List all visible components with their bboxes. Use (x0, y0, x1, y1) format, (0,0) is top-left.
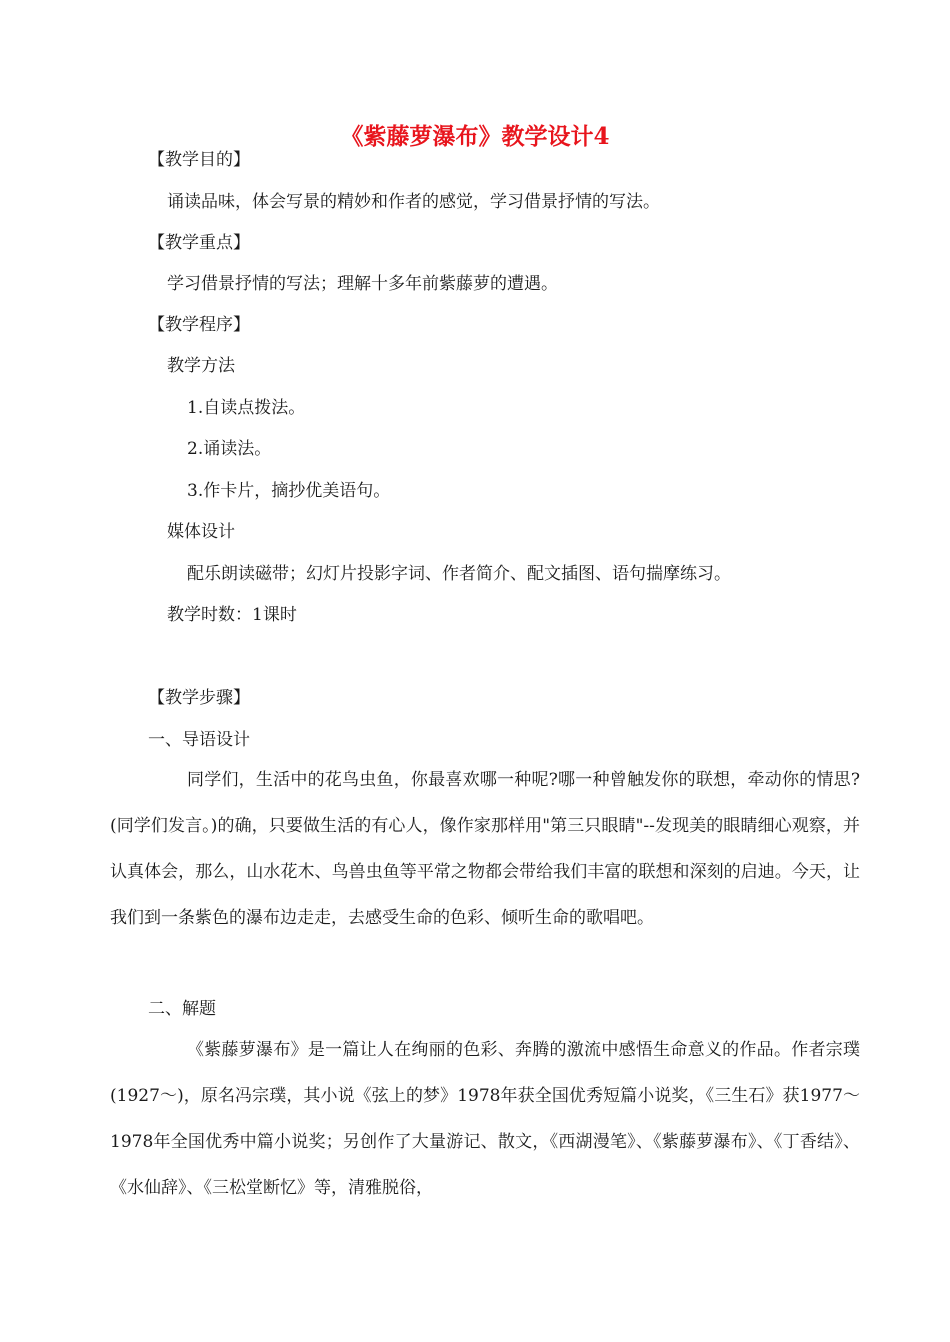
method-item: 3.作卡片，摘抄优美语句。 (187, 481, 391, 501)
focus-text: 学习借景抒情的写法；理解十多年前紫藤萝的遭遇。 (167, 274, 558, 294)
media-heading: 媒体设计 (167, 522, 235, 542)
methods-heading: 教学方法 (167, 356, 235, 376)
procedure-heading: 【教学程序】 (148, 315, 250, 335)
step2-heading: 二、解题 (148, 999, 216, 1019)
focus-heading: 【教学重点】 (148, 233, 250, 253)
step1-paragraph: 同学们，生活中的花鸟虫鱼，你最喜欢哪一种呢?哪一种曾触发你的联想，牵动你的情思?(同学们发言。)的确，只要做生活的有心人，像作家那样用"第三只眼睛"--发现美的眼睛细心观察，并认真体会，那么，山水花木、鸟兽虫鱼等平常之物都会带给我们丰富的联想和深刻的启迪。今天，让我们到一条紫色的瀑布边走走，去感受生命的色彩、倾听生命的歌唱吧。 (110, 770, 860, 928)
method-item: 2.诵读法。 (187, 439, 272, 459)
media-text: 配乐朗读磁带；幻灯片投影字词、作者简介、配文插图、语句揣摩练习。 (187, 564, 731, 584)
step2-paragraph: 《紫藤萝瀑布》是一篇让人在绚丽的色彩、奔腾的激流中感悟生命意义的作品。作者宗璞(1927～)，原名冯宗璞，其小说《弦上的梦》1978年获全国优秀短篇小说奖，《三生石》获1977～1978年全国优秀中篇小说奖；另创作了大量游记、散文，《西湖漫笔》、《紫藤萝瀑布》、《丁香结》、《水仙辞》、《三松堂断忆》等，清雅脱俗， (110, 1040, 860, 1198)
method-item: 1.自读点拨法。 (187, 398, 306, 418)
objective-heading: 【教学目的】 (148, 150, 250, 170)
step1-heading: 一、导语设计 (148, 730, 250, 750)
objective-text: 诵读品味，体会写景的精妙和作者的感觉，学习借景抒情的写法。 (167, 192, 660, 212)
document-title: 《紫藤萝瀑布》教学设计4 (340, 123, 610, 150)
steps-heading: 【教学步骤】 (148, 688, 250, 708)
teaching-hours: 教学时数：1课时 (167, 605, 297, 625)
